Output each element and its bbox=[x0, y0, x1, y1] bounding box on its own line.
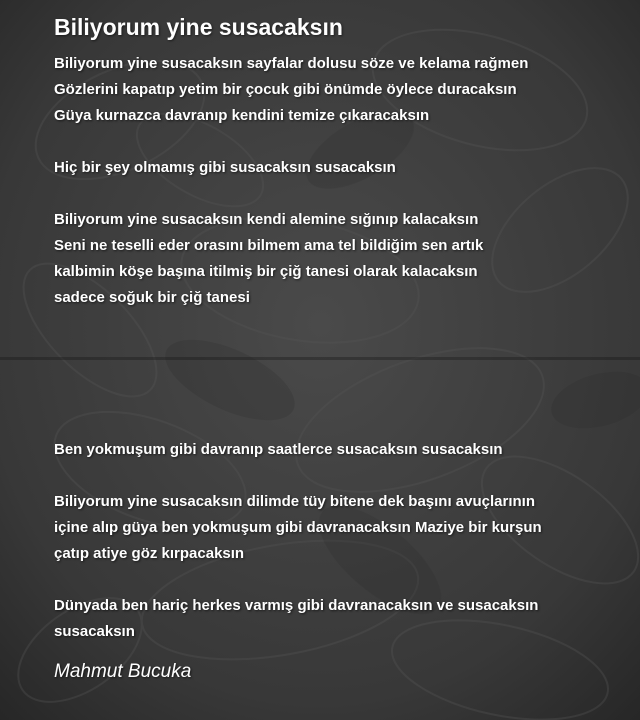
poem-line: Biliyorum yine susacaksın dilimde tüy bitene dek başını avuçlarının bbox=[54, 493, 535, 510]
poem-line: kalbimin köşe başına itilmiş bir çiğ tanesi olarak kalacaksın bbox=[54, 263, 478, 280]
poem-line: çatıp atiye göz kırpacaksın bbox=[54, 545, 245, 562]
poem-line: Dünyada ben hariç herkes varmış gibi davranacaksın ve susacaksın bbox=[54, 597, 539, 614]
poem-line: Gözlerini kapatıp yetim bir çocuk gibi önümde öylece duracaksın bbox=[54, 81, 517, 98]
poem-line: sadece soğuk bir çiğ tanesi bbox=[54, 289, 250, 306]
poem-line: Seni ne teselli eder orasını bilmem ama tel bildiğim sen artık bbox=[54, 237, 484, 254]
poem-line: Hiç bir şey olmamış gibi susacaksın susacaksın bbox=[54, 159, 396, 176]
poem-line: Güya kurnazca davranıp kendini temize çıkaracaksın bbox=[54, 107, 430, 124]
poem-line: susacaksın bbox=[54, 623, 135, 640]
poem-line: Biliyorum yine susacaksın kendi alemine sığınıp kalacaksın bbox=[54, 211, 479, 228]
poem-line: Ben yokmuşum gibi davranıp saatlerce susacaksın susacaksın bbox=[54, 441, 503, 458]
poem-line: içine alıp güya ben yokmuşum gibi davranacaksın Maziye bir kurşun bbox=[54, 519, 542, 536]
poem-title: Biliyorum yine susacaksın bbox=[54, 14, 343, 40]
section-divider bbox=[0, 357, 640, 360]
poem-line: Biliyorum yine susacaksın sayfalar dolusu söze ve kelama rağmen bbox=[54, 55, 529, 72]
poem-author: Mahmut Bucuka bbox=[54, 661, 192, 682]
